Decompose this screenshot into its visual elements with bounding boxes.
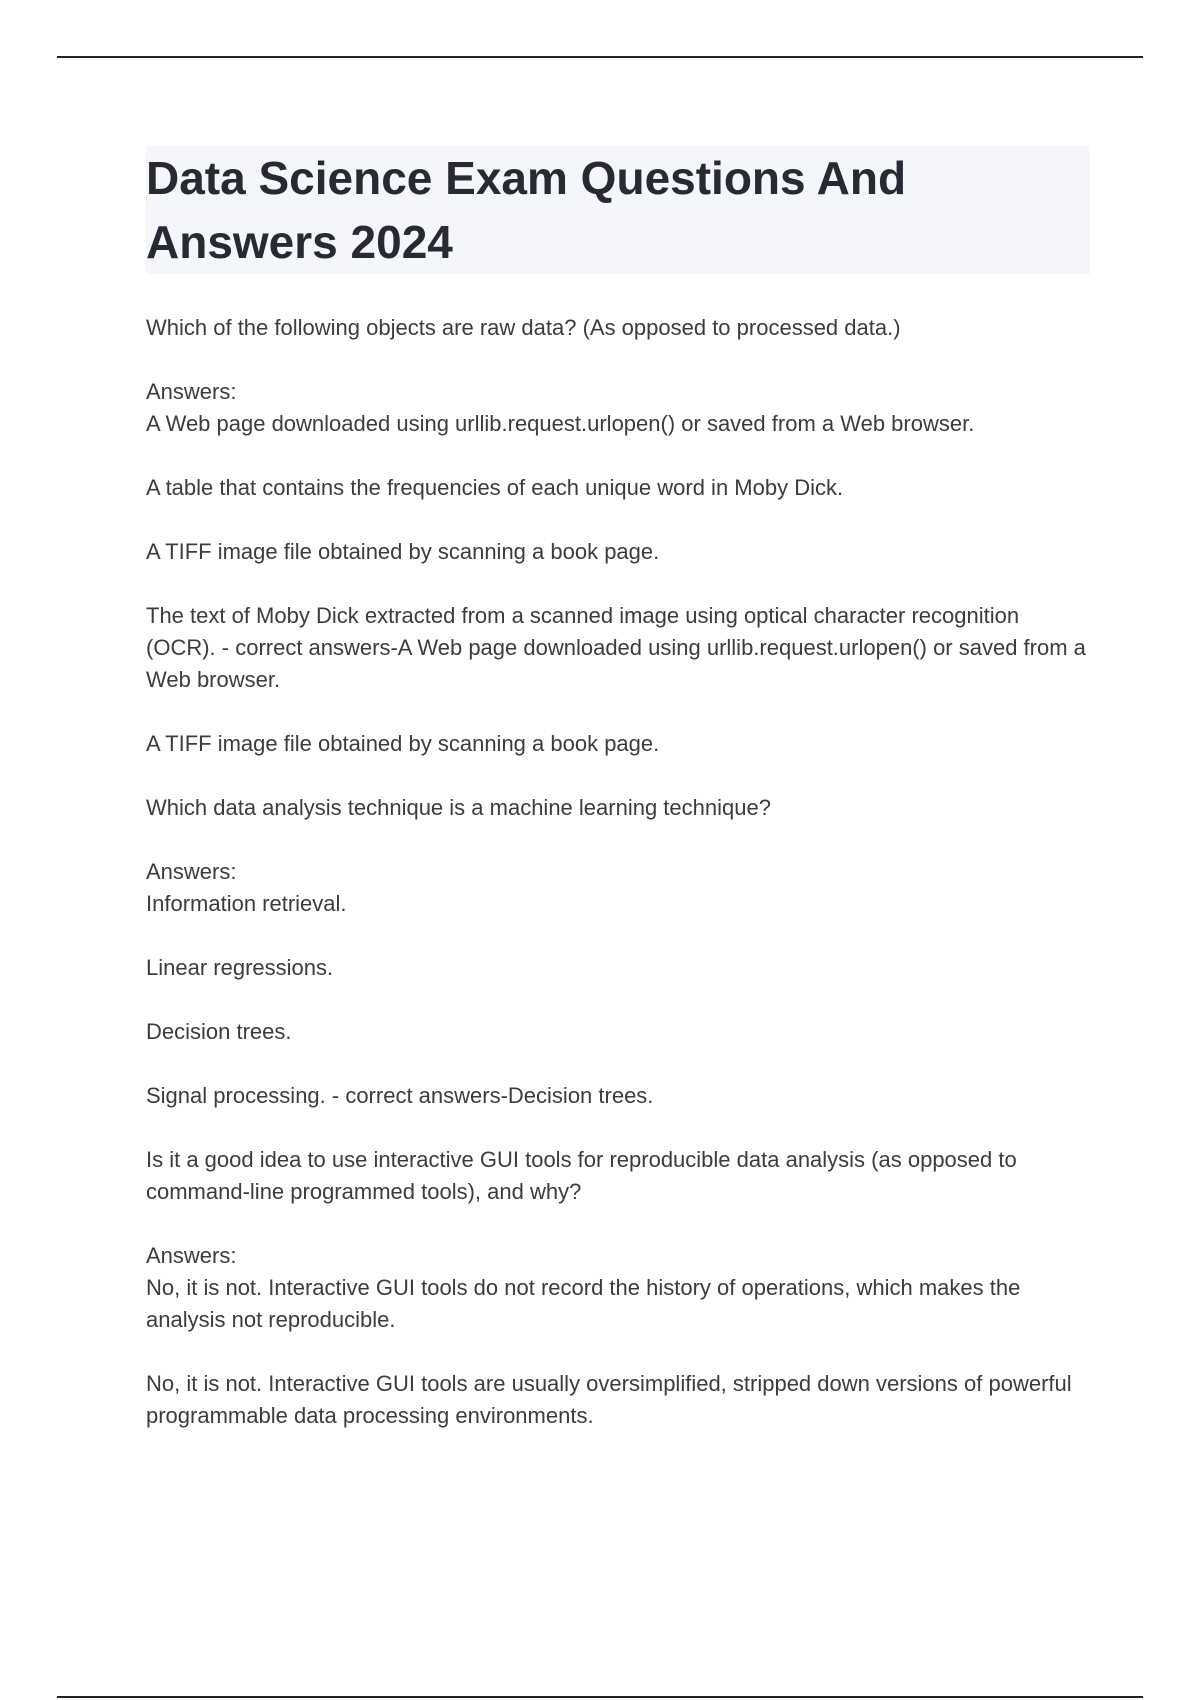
question-2: Which data analysis technique is a machine learning technique? (146, 795, 771, 820)
answers-label-2: Answers: (146, 859, 237, 884)
answers-label-1: Answers: (146, 379, 237, 404)
answers-block-3 (146, 1240, 1090, 1336)
answers-block-2 (146, 856, 1090, 920)
answer-2d: Signal processing. - correct answers-Decision trees. (146, 1083, 654, 1108)
answer-2b: Linear regressions. (146, 955, 334, 980)
title-block (146, 146, 1090, 274)
answers-label-3: Answers: (146, 1243, 237, 1268)
question-1: Which of the following objects are raw data? (As opposed to processed data.) (146, 315, 901, 340)
answer-1e: A TIFF image file obtained by scanning a book page. (146, 731, 660, 756)
document-title: Data Science Exam Questions And Answers 2024 (146, 152, 907, 268)
answer-1d: The text of Moby Dick extracted from a scanned image using optical character recognition (OCR). - correct answers-A Web page downloaded using urllib.request.urlopen() or saved from a Web browser. (146, 603, 1086, 692)
document-body (146, 146, 1090, 1464)
answer-3a: No, it is not. Interactive GUI tools do not record the history of operations, which makes the analysis not reproducible. (146, 1275, 1021, 1332)
answer-3b: No, it is not. Interactive GUI tools are usually oversimplified, stripped down versions of powerful programmable data processing environments. (146, 1371, 1072, 1428)
answer-1a: A Web page downloaded using urllib.request.urlopen() or saved from a Web browser. (146, 411, 975, 436)
answer-1b: A table that contains the frequencies of each unique word in Moby Dick. (146, 475, 844, 500)
question-3: Is it a good idea to use interactive GUI tools for reproducible data analysis (as opposed to command-line programmed tools), and why? (146, 1147, 1017, 1204)
answer-1c: A TIFF image file obtained by scanning a book page. (146, 539, 660, 564)
answer-2a: Information retrieval. (146, 891, 347, 916)
answer-2c: Decision trees. (146, 1019, 292, 1044)
footer-rule (57, 1696, 1143, 1698)
answers-block-1 (146, 376, 1090, 440)
header-rule (57, 56, 1143, 58)
